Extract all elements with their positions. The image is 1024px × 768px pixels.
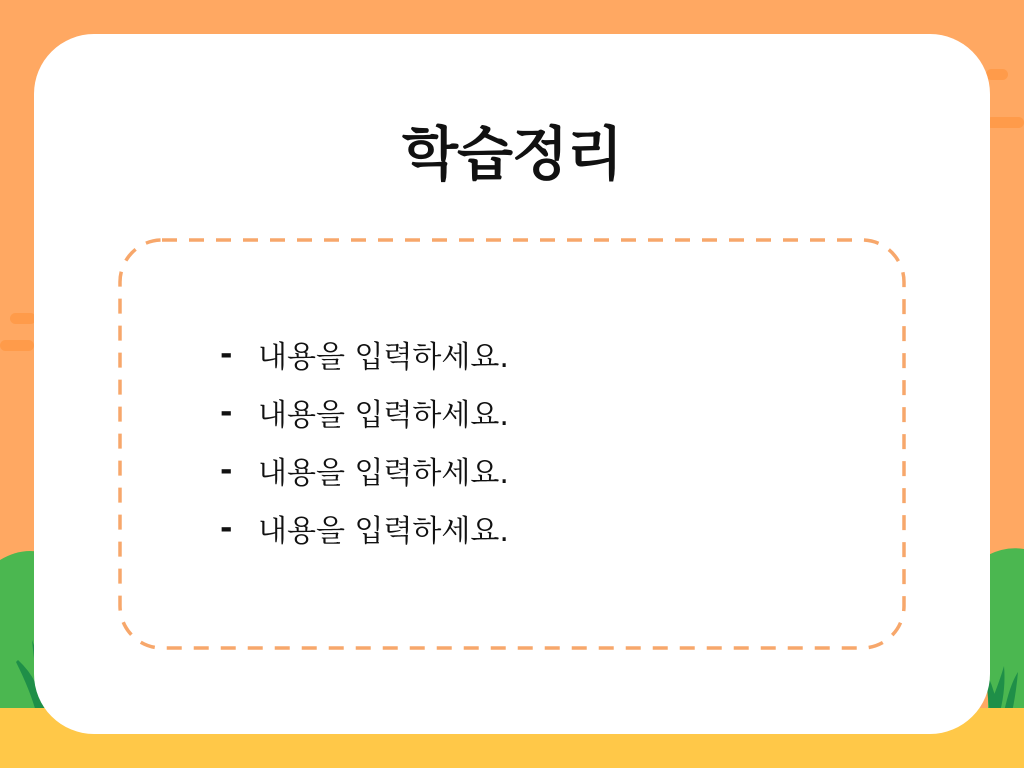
- deco-line: [0, 340, 34, 351]
- list-item: [220, 499, 509, 557]
- item-text: 내용을 입력하세요.: [258, 514, 509, 549]
- item-text: 내용을 입력하세요.: [258, 398, 509, 433]
- list-item: [220, 325, 509, 383]
- item-text: 내용을 입력하세요.: [258, 456, 509, 491]
- list-item: [220, 441, 509, 499]
- page-title: 학습정리: [401, 120, 623, 188]
- deco-line: [10, 313, 36, 324]
- deco-line: [986, 69, 1008, 80]
- dash-bullet: -: [220, 452, 233, 488]
- dash-bullet: -: [220, 394, 233, 430]
- right-hill: [988, 548, 1024, 710]
- dash-bullet: -: [220, 510, 233, 546]
- dash-bullet: -: [220, 336, 233, 372]
- summary-list: [220, 325, 509, 557]
- item-text: 내용을 입력하세요.: [258, 340, 509, 375]
- list-item: [220, 383, 509, 441]
